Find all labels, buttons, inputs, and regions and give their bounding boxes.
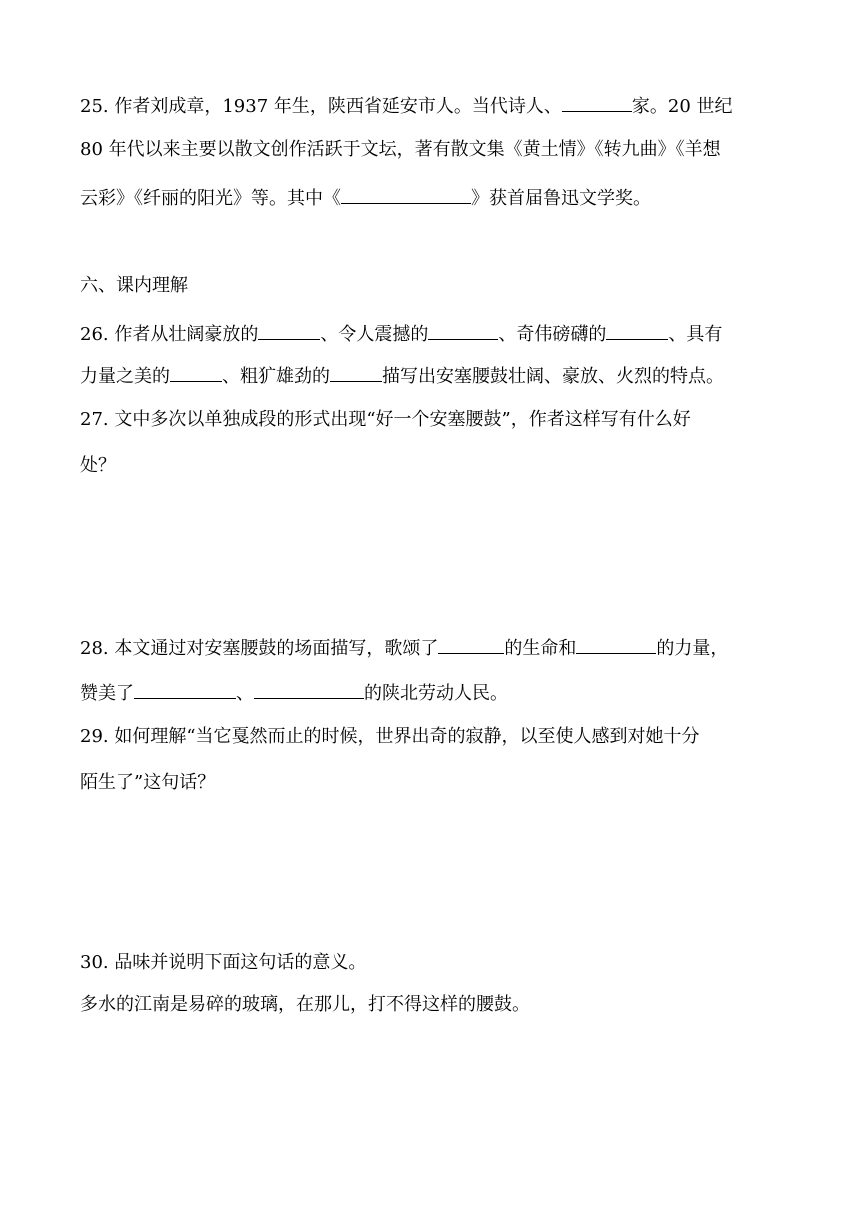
q27-line-1: 27. 文中多次以单独成段的形式出现“好一个安塞腰鼓”，作者这样写有什么好 xyxy=(80,409,691,430)
q26-text: 描写出安塞腰鼓壮阔、豪放、火烈的特点。 xyxy=(382,366,724,387)
q28-text: 、 xyxy=(236,683,254,704)
q27-answer-area[interactable] xyxy=(80,490,780,620)
q25-text: 25. 作者刘成章，1937 年生，陕西省延安市人。当代诗人、 xyxy=(80,96,562,117)
q25-text: 》获首届鲁迅文学奖。 xyxy=(471,188,651,209)
section-heading: 六、课内理解 xyxy=(80,275,188,296)
q25-line-3 xyxy=(80,184,651,208)
q25-line-2: 80 年代以来主要以散文创作活跃于文坛，著有散文集《黄土情》《转九曲》《羊想 xyxy=(80,139,721,160)
q26-text: 、粗犷雄劲的 xyxy=(222,366,330,387)
q28-text: 的陕北劳动人民。 xyxy=(364,683,508,704)
q27-line-2: 处？ xyxy=(80,455,116,476)
q26-blank-3[interactable] xyxy=(606,320,668,340)
q29-line-2: 陌生了”这句话？ xyxy=(80,772,216,793)
q29-answer-area[interactable] xyxy=(80,810,780,940)
q26-blank-1[interactable] xyxy=(258,320,320,340)
q25-blank-2[interactable] xyxy=(341,184,471,204)
q26-line-2 xyxy=(80,362,724,386)
q26-text: 力量之美的 xyxy=(80,366,170,387)
q26-blank-2[interactable] xyxy=(428,320,498,340)
q25-line-1 xyxy=(80,92,733,116)
q28-text: 赞美了 xyxy=(80,683,134,704)
q28-blank-3[interactable] xyxy=(134,679,236,699)
q25-text: 家。20 世纪 xyxy=(631,96,733,117)
q30-quote: 多水的江南是易碎的玻璃，在那儿，打不得这样的腰鼓。 xyxy=(80,994,530,1015)
q28-blank-1[interactable] xyxy=(438,634,504,654)
q28-blank-2[interactable] xyxy=(576,634,656,654)
q25-text: 云彩》《纤丽的阳光》等。其中《 xyxy=(80,188,341,209)
q29-line-1: 29. 如何理解“当它戛然而止的时候，世界出奇的寂静，以至使人感到对她十分 xyxy=(80,726,700,747)
q28-line-1 xyxy=(80,634,728,658)
q26-text: 、奇伟磅礴的 xyxy=(498,324,607,345)
q26-blank-4[interactable] xyxy=(170,362,222,382)
q26-blank-5[interactable] xyxy=(330,362,382,382)
q30-line-1: 30. 品味并说明下面这句话的意义。 xyxy=(80,952,367,973)
q28-text: 的力量， xyxy=(656,638,729,659)
q26-text: 、令人震撼的 xyxy=(320,324,429,345)
q28-blank-4[interactable] xyxy=(254,679,364,699)
q26-text: 、具有 xyxy=(668,324,723,345)
q28-text: 28. 本文通过对安塞腰鼓的场面描写，歌颂了 xyxy=(80,638,439,659)
q30-answer-area[interactable] xyxy=(80,1030,780,1180)
q26-line-1 xyxy=(80,320,722,344)
q26-text: 26. 作者从壮阔豪放的 xyxy=(80,324,259,345)
q25-blank-1[interactable] xyxy=(562,92,632,112)
q28-line-2 xyxy=(80,679,508,703)
q28-text: 的生命和 xyxy=(504,638,577,659)
